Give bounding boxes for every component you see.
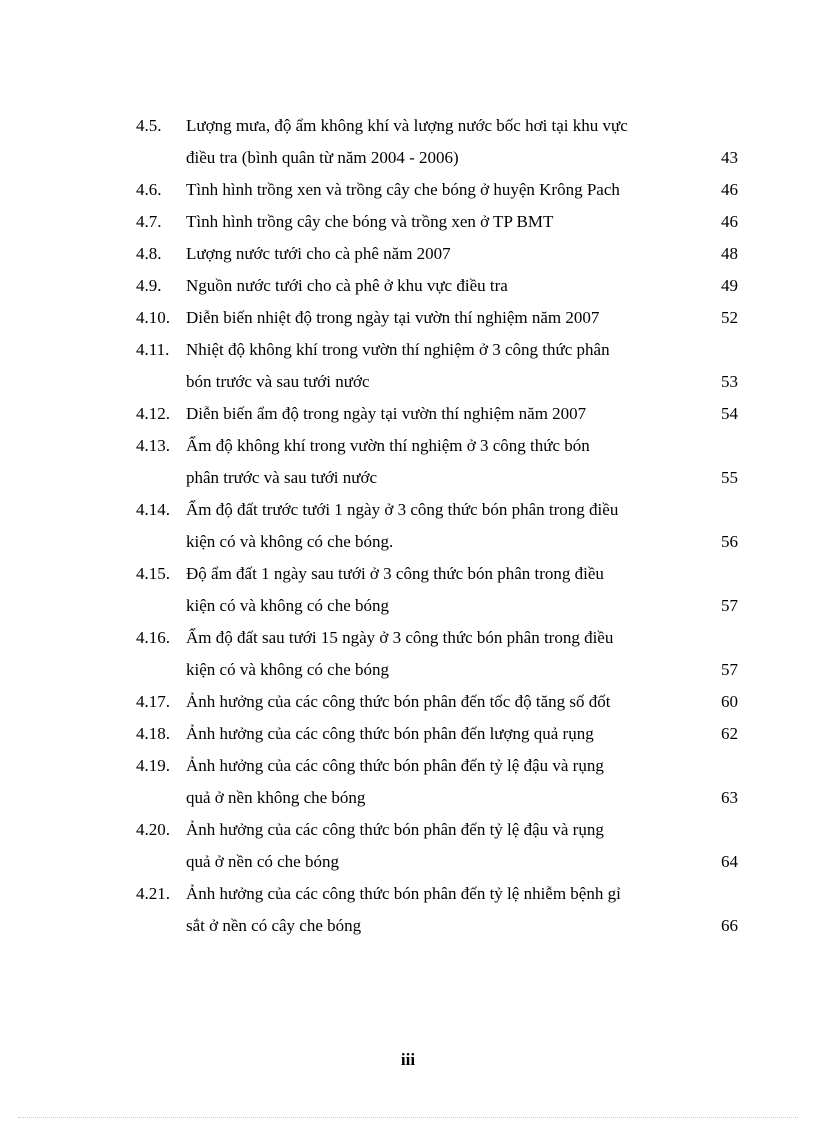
toc-entry-page: 54 [721, 404, 738, 423]
toc-entry-number: 4.9. [136, 276, 162, 295]
toc-entry-line [0, 782, 816, 814]
toc-entry-title: bón trước và sau tưới nước [186, 372, 370, 391]
toc-entry-line [0, 878, 816, 910]
toc-entry-title: Ảnh hưởng của các công thức bón phân đến tỷ lệ nhiễm bệnh gỉ [186, 884, 621, 903]
toc-entry-line [0, 622, 816, 654]
toc-entry-line [0, 174, 816, 206]
toc-entry-page: 46 [721, 212, 738, 231]
toc-entry-title: Ẩm độ không khí trong vườn thí nghiệm ở 3 công thức bón [186, 436, 590, 455]
toc-entry-line [0, 750, 816, 782]
toc-entry-number: 4.5. [136, 116, 162, 135]
table-of-contents [0, 110, 816, 942]
toc-entry [0, 622, 816, 686]
toc-entry [0, 302, 816, 334]
toc-entry-page: 57 [721, 596, 738, 615]
toc-entry [0, 174, 816, 206]
toc-entry-line [0, 718, 816, 750]
toc-entry-number: 4.11. [136, 340, 170, 359]
toc-entry-line [0, 238, 816, 270]
toc-entry-title: Ảnh hưởng của các công thức bón phân đến lượng quả rụng [186, 724, 594, 743]
toc-entry-number: 4.6. [136, 180, 162, 199]
toc-entry-line [0, 430, 816, 462]
toc-entry [0, 270, 816, 302]
toc-entry-title: quả ở nền có che bóng [186, 852, 339, 871]
toc-entry-title: kiện có và không có che bóng [186, 596, 389, 615]
toc-entry-number: 4.21. [136, 884, 170, 903]
page-number: iii [400, 1050, 416, 1069]
toc-entry-number: 4.15. [136, 564, 170, 583]
toc-entry-line [0, 654, 816, 686]
toc-entry-line [0, 526, 816, 558]
toc-entry-line [0, 110, 816, 142]
toc-entry-title: Lượng mưa, độ ẩm không khí và lượng nước bốc hơi tại khu vực [186, 116, 628, 135]
toc-entry-line [0, 206, 816, 238]
toc-entry-title: kiện có và không có che bóng. [186, 532, 394, 551]
toc-entry-page: 48 [721, 244, 738, 263]
toc-entry-number: 4.13. [136, 436, 170, 455]
toc-entry-title: Ảnh hưởng của các công thức bón phân đến tỷ lệ đậu và rụng [186, 756, 604, 775]
toc-entry-page: 53 [721, 372, 738, 391]
toc-entry-line [0, 142, 816, 174]
toc-entry [0, 686, 816, 718]
toc-entry [0, 206, 816, 238]
toc-entry-title: Lượng nước tưới cho cà phê năm 2007 [186, 244, 451, 263]
toc-entry-page: 62 [721, 724, 738, 743]
toc-entry-number: 4.7. [136, 212, 162, 231]
toc-entry [0, 814, 816, 878]
toc-entry-title: Nguồn nước tưới cho cà phê ở khu vực điều tra [186, 276, 508, 295]
toc-entry-line [0, 398, 816, 430]
toc-entry-line [0, 302, 816, 334]
toc-entry-title: Ẩm độ đất sau tưới 15 ngày ở 3 công thức bón phân trong điều [186, 628, 614, 647]
toc-entry [0, 430, 816, 494]
toc-entry [0, 558, 816, 622]
toc-entry-line [0, 462, 816, 494]
toc-entry-title: Tình hình trồng cây che bóng và trồng xen ở TP BMT [186, 212, 554, 231]
toc-entry-page: 66 [721, 916, 738, 935]
toc-entry-title: Diễn biến ẩm độ trong ngày tại vườn thí nghiệm năm 2007 [186, 404, 587, 423]
toc-entry-title: Ẩm độ đất trước tưới 1 ngày ở 3 công thức bón phân trong điều [186, 500, 619, 519]
toc-entry-title: Ảnh hưởng của các công thức bón phân đến tỷ lệ đậu và rụng [186, 820, 604, 839]
toc-entry [0, 398, 816, 430]
toc-entry-number: 4.18. [136, 724, 170, 743]
toc-entry-number: 4.10. [136, 308, 170, 327]
toc-entry [0, 334, 816, 398]
toc-entry-number: 4.20. [136, 820, 170, 839]
toc-entry [0, 878, 816, 942]
toc-entry-page: 60 [721, 692, 738, 711]
toc-entry-page: 56 [721, 532, 738, 551]
toc-entry-page: 49 [721, 276, 738, 295]
toc-entry [0, 718, 816, 750]
toc-entry-line [0, 590, 816, 622]
toc-entry-number: 4.12. [136, 404, 170, 423]
toc-entry-number: 4.16. [136, 628, 170, 647]
toc-entry-title: Ảnh hưởng của các công thức bón phân đến tốc độ tăng số đốt [186, 692, 611, 711]
toc-entry-line [0, 494, 816, 526]
toc-entry-line [0, 814, 816, 846]
toc-entry-title: sắt ở nền có cây che bóng [186, 916, 362, 935]
toc-entry-title: Độ ẩm đất 1 ngày sau tưới ở 3 công thức bón phân trong điều [186, 564, 604, 583]
toc-entry-page: 64 [721, 852, 738, 871]
toc-entry-page: 63 [721, 788, 738, 807]
toc-entry-number: 4.17. [136, 692, 170, 711]
toc-entry-title: Tình hình trồng xen và trồng cây che bóng ở huyện Krông Pach [186, 180, 620, 199]
toc-entry-line [0, 366, 816, 398]
toc-entry-title: Nhiệt độ không khí trong vườn thí nghiệm ở 3 công thức phân [186, 340, 610, 359]
toc-entry-line [0, 686, 816, 718]
toc-entry [0, 750, 816, 814]
toc-entry [0, 110, 816, 174]
toc-entry-title: quả ở nền không che bóng [186, 788, 366, 807]
toc-entry-line [0, 334, 816, 366]
toc-entry-page: 43 [721, 148, 738, 167]
toc-entry-page: 46 [721, 180, 738, 199]
toc-entry-number: 4.14. [136, 500, 170, 519]
toc-entry-line [0, 846, 816, 878]
toc-entry-title: điều tra (bình quân từ năm 2004 - 2006) [186, 148, 459, 167]
toc-entry [0, 238, 816, 270]
toc-entry-title: Diễn biến nhiệt độ trong ngày tại vườn thí nghiệm năm 2007 [186, 308, 600, 327]
toc-entry-line [0, 270, 816, 302]
toc-entry-number: 4.8. [136, 244, 162, 263]
toc-entry-title: phân trước và sau tưới nước [186, 468, 378, 487]
toc-entry-page: 52 [721, 308, 738, 327]
toc-entry-title: kiện có và không có che bóng [186, 660, 389, 679]
toc-entry-number: 4.19. [136, 756, 170, 775]
toc-entry-line [0, 558, 816, 590]
toc-entry [0, 494, 816, 558]
toc-entry-line [0, 910, 816, 942]
toc-entry-page: 55 [721, 468, 738, 487]
toc-entry-page: 57 [721, 660, 738, 679]
page-bottom-rule [18, 1117, 798, 1118]
